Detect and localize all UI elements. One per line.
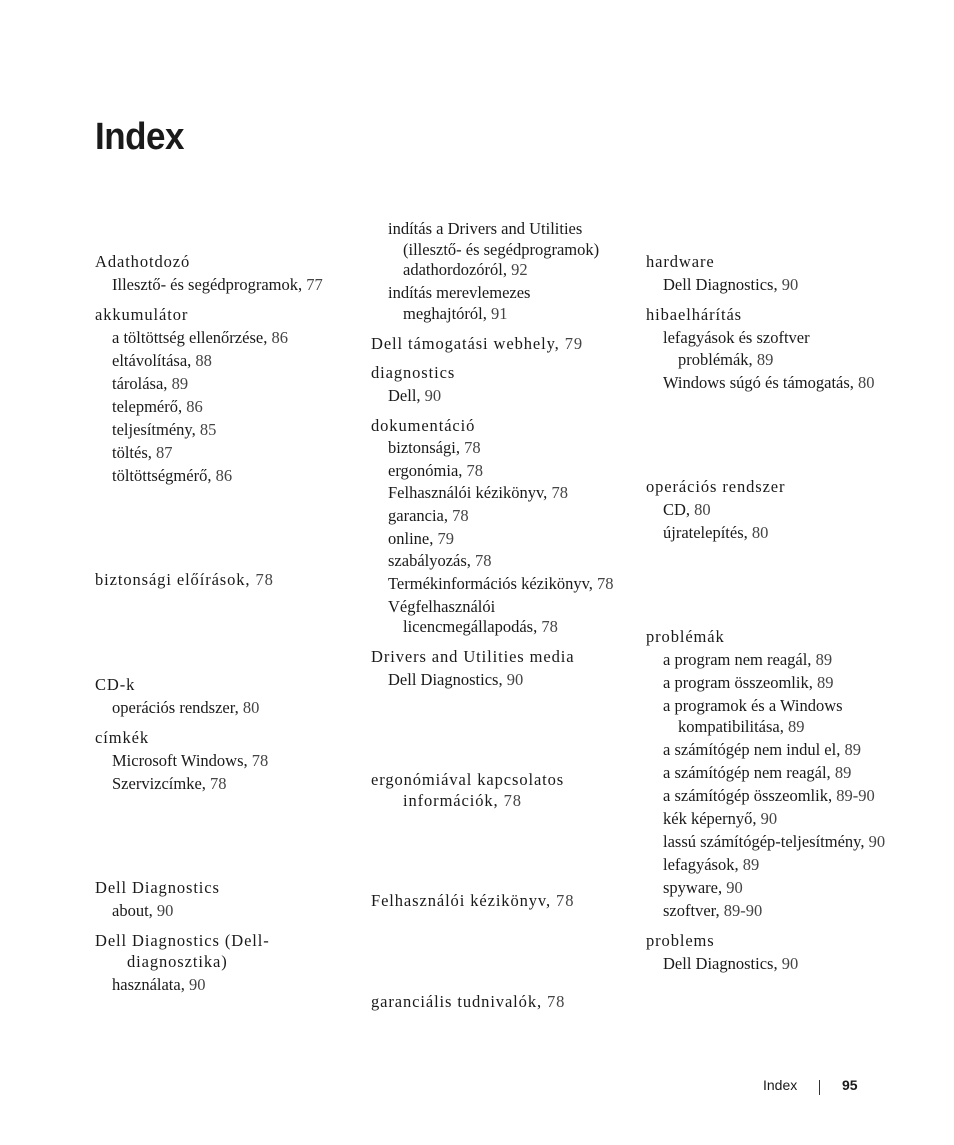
page-ref: 90 [424, 386, 442, 405]
index-entry [95, 675, 135, 695]
page-ref: 80 [858, 373, 875, 392]
index-subentry [112, 420, 216, 440]
page-ref: 90 [760, 809, 778, 828]
index-subentry [112, 901, 173, 921]
index-subentry [678, 717, 804, 737]
index-entry [371, 992, 565, 1012]
entry-text: tárolása, [112, 374, 168, 393]
index-subentry [663, 809, 777, 829]
entry-text: kék képernyő, [663, 809, 757, 828]
index-subentry [388, 219, 582, 239]
index-entry [646, 931, 715, 951]
index-subentry [663, 650, 832, 670]
entry-text: operációs rendszer [646, 477, 786, 496]
entry-text: Microsoft Windows, [112, 751, 248, 770]
page-ref: 89 [171, 374, 189, 393]
entry-text: spyware, [663, 878, 723, 897]
page-ref: 78 [547, 992, 566, 1011]
page-ref: 89 [815, 650, 833, 669]
entry-text: Dell támogatási webhely, [371, 334, 560, 353]
footer-section-label: Index [763, 1077, 798, 1093]
index-entry [371, 363, 455, 383]
index-subentry [388, 461, 483, 481]
entry-text: töltöttségmérő, [112, 466, 212, 485]
page-ref: 78 [464, 438, 481, 457]
index-subentry [663, 901, 762, 921]
entry-text: kompatibilitása, [678, 717, 784, 736]
index-subentry [112, 975, 205, 995]
entry-text: Adathotdozó [95, 252, 191, 271]
entry-text: telepmérő, [112, 397, 183, 416]
entry-text: a számítógép nem indul el, [663, 740, 841, 759]
page-ref: 91 [490, 304, 508, 323]
index-entry [95, 252, 190, 272]
index-subentry [112, 275, 323, 295]
page-ref: 78 [597, 574, 614, 593]
page-ref: 79 [437, 529, 454, 548]
index-subentry [403, 791, 522, 811]
page-ref: 79 [564, 334, 584, 353]
entry-text: lefagyások és szoftver [663, 328, 810, 347]
index-subentry [388, 483, 568, 503]
index-subentry [388, 283, 530, 303]
entry-text: címkék [95, 728, 149, 747]
page-ref: 90 [188, 975, 206, 994]
entry-text: biztonsági előírások, [95, 570, 251, 589]
entry-text: Dell Diagnostics, [663, 275, 778, 294]
entry-text: Drivers and Utilities media [371, 647, 575, 666]
entry-text: Termékinformációs kézikönyv, [388, 574, 593, 593]
entry-text: Végfelhasználói [388, 597, 496, 616]
page-ref: 86 [215, 466, 233, 485]
footer-divider [819, 1080, 820, 1095]
entry-text: hardware [646, 252, 715, 271]
index-entry [371, 416, 475, 436]
index-subentry [112, 466, 232, 486]
entry-text: indítás merevlemezes [388, 283, 531, 302]
index-subentry [663, 673, 833, 693]
index-entry [646, 252, 715, 272]
index-subentry [663, 832, 885, 852]
entry-text: dokumentáció [371, 416, 476, 435]
page-ref: 89-90 [836, 786, 875, 805]
index-subentry [127, 952, 228, 972]
entry-text: lassú számítógép-teljesítmény, [663, 832, 865, 851]
page-ref: 78 [475, 551, 492, 570]
entry-text: licencmegállapodás, [403, 617, 538, 636]
page-ref: 80 [242, 698, 260, 717]
index-subentry [388, 438, 481, 458]
entry-text: lefagyások, [663, 855, 739, 874]
entry-text: teljesítmény, [112, 420, 196, 439]
index-entry [95, 305, 188, 325]
index-subentry [663, 500, 711, 520]
index-subentry [112, 328, 288, 348]
entry-text: biztonsági, [388, 438, 460, 457]
page-ref: 77 [306, 275, 323, 294]
page-ref: 78 [503, 791, 522, 810]
index-subentry [663, 855, 759, 875]
index-entry [371, 891, 574, 911]
page-ref: 78 [556, 891, 575, 910]
page-title: Index [95, 116, 185, 158]
entry-text: töltés, [112, 443, 152, 462]
entry-text: diagnosztika) [127, 952, 228, 971]
index-entry [95, 728, 149, 748]
index-subentry [112, 751, 268, 771]
index-entry [95, 878, 220, 898]
index-subentry [112, 443, 173, 463]
entry-text: about, [112, 901, 153, 920]
index-subentry [112, 351, 212, 371]
index-subentry [388, 597, 495, 617]
entry-text: Dell, [388, 386, 421, 405]
page-ref: 90 [781, 275, 799, 294]
page-ref: 80 [694, 500, 711, 519]
entry-text: szoftver, [663, 901, 720, 920]
index-entry [646, 477, 785, 497]
entry-text: használata, [112, 975, 185, 994]
index-entry [646, 305, 742, 325]
index-entry [95, 931, 270, 951]
entry-text: Szervizcímke, [112, 774, 206, 793]
entry-text: garancia, [388, 506, 448, 525]
entry-text: CD, [663, 500, 691, 519]
entry-text: akkumulátor [95, 305, 189, 324]
entry-text: garanciális tudnivalók, [371, 992, 542, 1011]
page-ref: 86 [186, 397, 203, 416]
index-subentry [663, 878, 743, 898]
entry-text: a töltöttség ellenőrzése, [112, 328, 268, 347]
index-subentry [663, 786, 875, 806]
entry-text: a program összeomlik, [663, 673, 813, 692]
index-subentry [112, 774, 227, 794]
entry-text: Dell Diagnostics, [663, 954, 778, 973]
entry-text: diagnostics [371, 363, 456, 382]
entry-text: indítás a Drivers and Utilities [388, 219, 583, 238]
page-ref: 78 [255, 570, 274, 589]
index-subentry [663, 523, 768, 543]
index-entry [371, 647, 574, 667]
entry-text: problems [646, 931, 715, 950]
page-ref: 78 [541, 617, 558, 636]
page-ref: 78 [452, 506, 469, 525]
entry-text: CD-k [95, 675, 136, 694]
index-subentry [388, 506, 469, 526]
index-subentry [663, 763, 851, 783]
index-subentry [388, 670, 523, 690]
page-ref: 89 [834, 763, 852, 782]
entry-text: meghajtóról, [403, 304, 487, 323]
index-subentry [663, 328, 810, 348]
entry-text: ergonómia, [388, 461, 463, 480]
entry-text: a program nem reagál, [663, 650, 812, 669]
entry-text: Dell Diagnostics (Dell- [95, 931, 270, 950]
index-subentry [112, 397, 203, 417]
entry-text: újratelepítés, [663, 523, 748, 542]
entry-text: Dell Diagnostics [95, 878, 220, 897]
page-ref: 78 [251, 751, 269, 770]
entry-text: a programok és a Windows [663, 696, 843, 715]
page-ref: 89 [742, 855, 760, 874]
index-subentry [388, 574, 614, 594]
page-ref: 90 [156, 901, 174, 920]
entry-text: Windows súgó és támogatás, [663, 373, 854, 392]
page-ref: 89 [844, 740, 861, 759]
index-subentry [663, 954, 798, 974]
entry-text: problémák, [678, 350, 753, 369]
index-subentry [388, 529, 454, 549]
page-ref: 90 [868, 832, 886, 851]
entry-text: eltávolítása, [112, 351, 192, 370]
page-ref: 89 [816, 673, 834, 692]
page-ref: 90 [726, 878, 743, 897]
entry-text: online, [388, 529, 434, 548]
page-ref: 89-90 [723, 901, 763, 920]
page-ref: 92 [511, 260, 528, 279]
index-subentry [388, 551, 492, 571]
page-ref: 85 [199, 420, 217, 439]
entry-text: Felhasználói kézikönyv, [388, 483, 548, 502]
footer-page-number: 95 [842, 1077, 858, 1093]
entry-text: Dell Diagnostics, [388, 670, 503, 689]
entry-text: Felhasználói kézikönyv, [371, 891, 552, 910]
entry-text: problémák [646, 627, 725, 646]
index-subentry [663, 373, 875, 393]
index-subentry [663, 275, 798, 295]
page-ref: 89 [756, 350, 774, 369]
index-subentry [403, 617, 558, 637]
index-subentry [403, 240, 599, 260]
entry-text: a számítógép összeomlik, [663, 786, 833, 805]
index-entry [95, 570, 274, 590]
page-ref: 89 [787, 717, 805, 736]
entry-text: adathordozóról, [403, 260, 508, 279]
page-ref: 78 [551, 483, 568, 502]
entry-text: a számítógép nem reagál, [663, 763, 831, 782]
index-subentry [663, 740, 861, 760]
index-subentry [112, 698, 259, 718]
index-subentry [678, 350, 773, 370]
entry-text: hibaelhárítás [646, 305, 742, 324]
entry-text: információk, [403, 791, 499, 810]
index-subentry [112, 374, 188, 394]
index-subentry [403, 260, 528, 280]
page-ref: 86 [271, 328, 288, 347]
index-entry [371, 334, 583, 354]
index-entry [646, 627, 725, 647]
page-ref: 90 [781, 954, 799, 973]
page-ref: 90 [506, 670, 524, 689]
index-subentry [663, 696, 843, 716]
page-ref: 78 [210, 774, 227, 793]
entry-text: (illesztő- és segédprogramok) [403, 240, 600, 259]
index-subentry [388, 386, 441, 406]
index-subentry [403, 304, 507, 324]
page-ref: 88 [195, 351, 212, 370]
entry-text: ergonómiával kapcsolatos [371, 770, 565, 789]
entry-text: operációs rendszer, [112, 698, 239, 717]
page-ref: 87 [156, 443, 173, 462]
page-ref: 80 [751, 523, 769, 542]
page-ref: 78 [466, 461, 484, 480]
entry-text: Illesztő- és segédprogramok, [112, 275, 303, 294]
index-entry [371, 770, 564, 790]
entry-text: szabályozás, [388, 551, 471, 570]
